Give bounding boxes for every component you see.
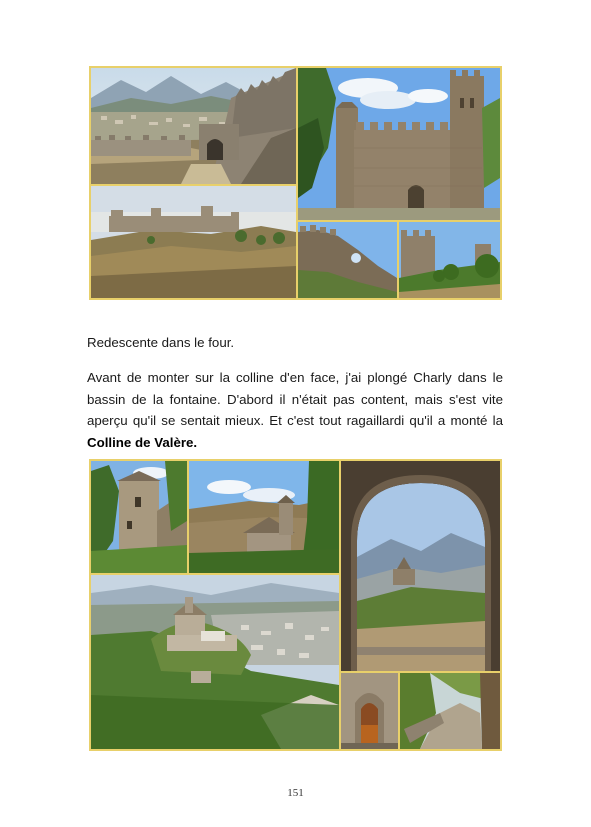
castle-wall-photo — [298, 68, 500, 220]
stone-path-photo — [400, 673, 500, 749]
main-paragraph — [87, 367, 503, 453]
chapel-doorway-photo — [341, 673, 398, 749]
arch-view-photo — [341, 461, 500, 671]
stone-chapel-photo — [189, 461, 339, 573]
aerial-valere-photo — [91, 575, 339, 749]
castle-hill-photo — [91, 186, 296, 298]
photo-collage-bottom — [89, 459, 502, 751]
photo-collage-top — [89, 66, 502, 300]
castle-gate-photo — [91, 68, 296, 184]
intro-line: Redescente dans le four. — [87, 335, 235, 350]
main-paragraph-text: Avant de monter sur la colline d'en face, j'ai plongé Charly dans le bassin de la fontaine. D'abord il n'était pas content, mais s'est vite aperçu qu'il se sentait mieux. Et c'est tout ragaillardi qu'il a monté la — [87, 370, 503, 428]
colline-de-valere-bold: Colline de Valère. — [87, 434, 198, 450]
rock-wall-photo — [298, 222, 397, 298]
tower-photo — [399, 222, 500, 298]
valere-tower-photo — [91, 461, 187, 573]
page-number: 151 — [287, 787, 304, 799]
